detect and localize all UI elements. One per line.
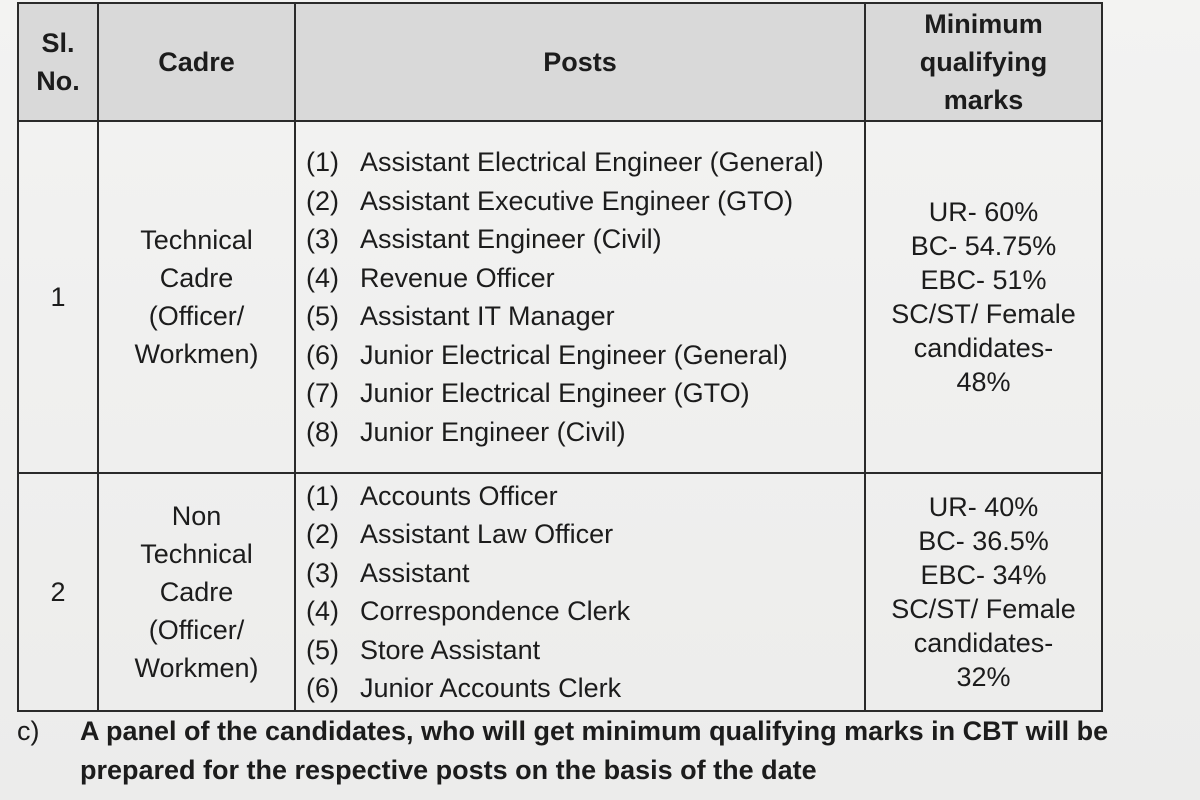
list-item: (8) Junior Engineer (Civil) <box>306 416 626 447</box>
marks-cell: UR- 40% BC- 36.5% EBC- 34% SC/ST/ Female candidates- 32% <box>865 473 1102 711</box>
posts-cell <box>295 473 865 711</box>
list-item: (2) Assistant Executive Engineer (GTO) <box>306 185 794 216</box>
sl-no-cell: 2 <box>18 473 98 711</box>
header-cadre: Cadre <box>98 3 295 121</box>
list-item: (5) Assistant IT Manager <box>306 301 615 331</box>
cadre-cell: Technical Cadre (Officer/ Workmen) <box>98 121 295 473</box>
list-item: (7) Junior Electrical Engineer (GTO) <box>306 378 750 408</box>
post-list <box>306 143 858 451</box>
header-marks: Minimum qualifying marks <box>865 3 1102 121</box>
list-item: (3) Assistant <box>306 557 470 588</box>
cadre-cell: Non Technical Cadre (Officer/ Workmen) <box>98 473 295 711</box>
footnote-paragraph <box>17 712 1117 790</box>
header-posts: Posts <box>295 3 865 121</box>
sl-no-cell: 1 <box>18 121 98 473</box>
list-item: (2) Assistant Law Officer <box>306 519 614 549</box>
qualifying-marks-table <box>17 2 1103 712</box>
list-item: (6) Junior Electrical Engineer (General) <box>306 339 788 370</box>
list-item: (4) Correspondence Clerk <box>306 596 631 626</box>
marks-cell: UR- 60% BC- 54.75% EBC- 51% SC/ST/ Female candidates- 48% <box>865 121 1102 473</box>
post-list <box>306 477 858 708</box>
list-item: (4) Revenue Officer <box>306 262 555 293</box>
header-sl-no: Sl. No. <box>18 3 98 121</box>
table-row <box>18 473 1102 711</box>
table-header-row <box>18 3 1102 121</box>
footnote-text: A panel of the candidates, who will get minimum qualifying marks in CBT will be prepared for the respective posts on the basis of the date <box>80 716 1109 785</box>
list-item: (1) Accounts Officer <box>306 480 558 511</box>
table-row <box>18 121 1102 473</box>
footnote-label: c) <box>17 716 40 746</box>
posts-cell <box>295 121 865 473</box>
list-item: (5) Store Assistant <box>306 634 541 665</box>
list-item: (1) Assistant Electrical Engineer (General) <box>306 147 824 177</box>
list-item: (3) Assistant Engineer (Civil) <box>306 224 662 254</box>
list-item: (6) Junior Accounts Clerk <box>306 673 622 703</box>
